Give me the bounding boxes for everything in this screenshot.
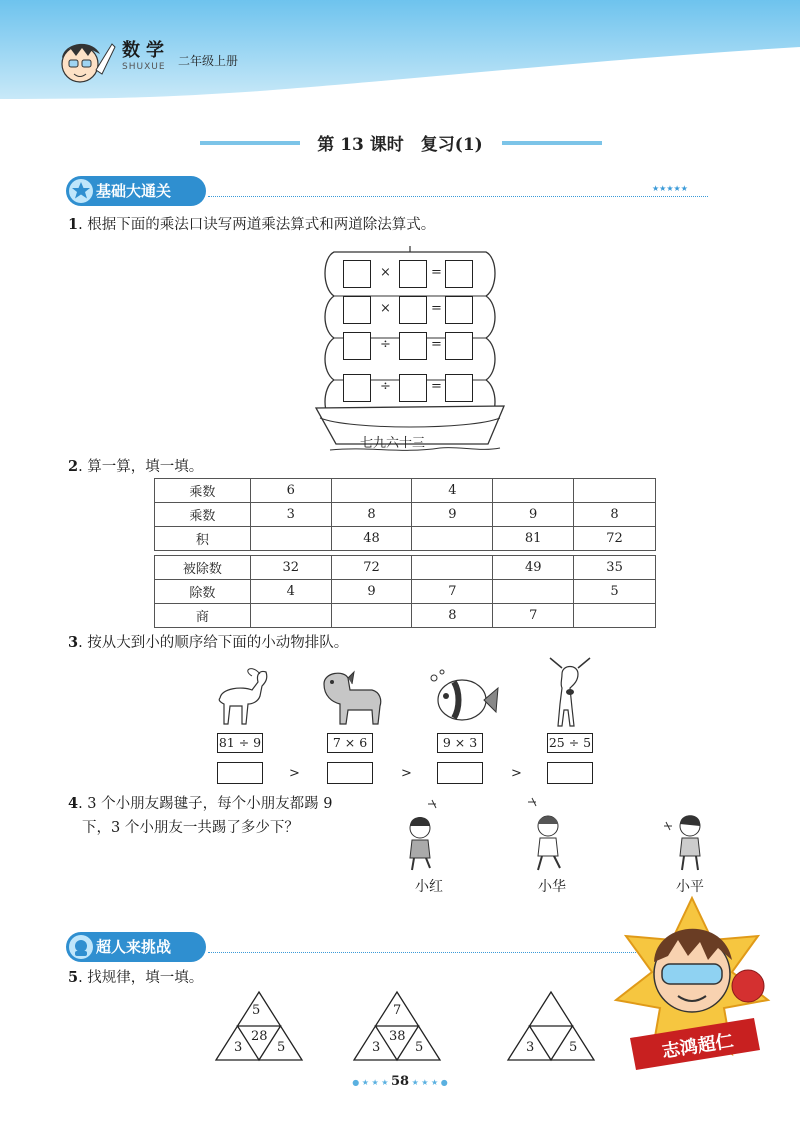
triangle-left: 3: [234, 1040, 243, 1055]
hero-icon: [68, 934, 94, 960]
fish-icon: [426, 664, 500, 730]
answer-box[interactable]: [445, 260, 473, 288]
section-basic: [66, 176, 716, 210]
table-cell[interactable]: [250, 604, 331, 628]
answer-box[interactable]: [399, 332, 427, 360]
table-cell[interactable]: 9: [412, 503, 493, 527]
table-cell[interactable]: 6: [250, 479, 331, 503]
table-row: [155, 556, 656, 580]
table-cell[interactable]: 9: [331, 580, 412, 604]
equals-sign: =: [431, 301, 442, 316]
table-cell[interactable]: [574, 479, 656, 503]
q1-equations: [343, 260, 473, 418]
equals-sign: =: [431, 337, 442, 352]
answer-box[interactable]: [399, 296, 427, 324]
triangle-right: 5: [277, 1040, 286, 1055]
table-cell[interactable]: 7: [412, 580, 493, 604]
q1-row: [343, 260, 473, 288]
q3-text: 3. 按从大到小的顺序给下面的小动物排队。: [68, 634, 349, 651]
table-cell[interactable]: [493, 580, 574, 604]
expr-box: 9 × 3: [437, 733, 483, 753]
pattern-triangle: [352, 990, 442, 1062]
table-cell[interactable]: 81: [493, 527, 574, 551]
triangle-center: 28: [251, 1029, 268, 1044]
operator: ÷: [380, 379, 391, 394]
q2-table-multiply: [154, 478, 656, 551]
subject-title: 数学: [122, 40, 170, 61]
table-cell[interactable]: 72: [574, 527, 656, 551]
pattern-triangle: [214, 990, 304, 1062]
row-header: 积: [155, 527, 251, 551]
triangle-center: 38: [389, 1029, 406, 1044]
q1-row: [343, 296, 473, 324]
table-cell[interactable]: 8: [574, 503, 656, 527]
answer-box[interactable]: [445, 296, 473, 324]
stars-decoration: ★★★★★: [652, 184, 688, 193]
answer-box[interactable]: [399, 374, 427, 402]
triangle-right: 5: [569, 1040, 578, 1055]
child-icon: [660, 800, 714, 872]
row-header: 被除数: [155, 556, 251, 580]
operator: ÷: [380, 337, 391, 352]
order-answer-box[interactable]: [547, 762, 593, 784]
table-cell[interactable]: 3: [250, 503, 331, 527]
section-challenge-label: 超人来挑战: [66, 932, 206, 962]
star-icon: [68, 178, 94, 204]
q1-text: 1. 根据下面的乘法口诀写两道乘法算式和两道除法算式。: [68, 216, 436, 233]
q1-row: [343, 332, 473, 360]
greater-than-sign: >: [511, 766, 522, 781]
triangle-right: 5: [415, 1040, 424, 1055]
horse-icon: [318, 664, 388, 730]
answer-box[interactable]: [445, 332, 473, 360]
table-cell[interactable]: 32: [250, 556, 331, 580]
table-cell[interactable]: [412, 556, 493, 580]
operator: ×: [380, 265, 391, 280]
triangle-left: 3: [526, 1040, 535, 1055]
grade-label: 二年级上册: [178, 54, 239, 68]
header-banner: [0, 0, 800, 130]
q2-text: 2. 算一算，填一填。: [68, 458, 204, 475]
dots-decoration: ● ★ ★ ★: [352, 1078, 391, 1087]
table-cell[interactable]: [331, 604, 412, 628]
table-cell[interactable]: [412, 527, 493, 551]
table-cell[interactable]: [250, 527, 331, 551]
table-row: [155, 604, 656, 628]
deer-icon: [540, 654, 600, 730]
greater-than-sign: >: [289, 766, 300, 781]
order-answer-box[interactable]: [437, 762, 483, 784]
table-row: [155, 479, 656, 503]
table-cell[interactable]: 7: [493, 604, 574, 628]
child-icon: [518, 794, 572, 872]
superhero-stamp-logo: [604, 890, 780, 1080]
q5-text: 5. 找规律，填一填。: [68, 969, 204, 986]
kid-name: 小红: [415, 879, 443, 895]
q1-row: [343, 374, 473, 402]
expr-box: 7 × 6: [327, 733, 373, 753]
row-header: 乘数: [155, 503, 251, 527]
answer-box[interactable]: [445, 374, 473, 402]
mascot-icon: [52, 34, 118, 94]
kid-name: 小平: [676, 879, 704, 895]
expr-box: 25 ÷ 5: [547, 733, 593, 753]
q4-line2: 下，3 个小朋友一共踢了多少下？: [82, 820, 299, 836]
dots-decoration: ★ ★ ★ ●: [409, 1078, 448, 1087]
order-answer-box[interactable]: [217, 762, 263, 784]
table-cell[interactable]: 8: [412, 604, 493, 628]
subject-pinyin: SHUXUE: [122, 62, 166, 72]
expr-box: 81 ÷ 9: [217, 733, 263, 753]
q1-rhyme: 七九六十三: [360, 436, 426, 451]
table-cell[interactable]: 72: [331, 556, 412, 580]
child-icon: [398, 796, 452, 872]
q2-table-divide: [154, 555, 656, 628]
table-cell[interactable]: [574, 604, 656, 628]
row-header: 商: [155, 604, 251, 628]
answer-box[interactable]: [343, 260, 371, 288]
equals-sign: =: [431, 379, 442, 394]
q4-line1: 4. 3 个小朋友踢毽子，每个小朋友都踢 9: [68, 795, 333, 812]
answer-box[interactable]: [343, 332, 371, 360]
order-answer-box[interactable]: [327, 762, 373, 784]
lesson-title: 第 13 课时 复习(1): [317, 135, 483, 155]
table-cell[interactable]: 8: [331, 503, 412, 527]
kid-name: 小华: [538, 879, 566, 895]
equals-sign: =: [431, 265, 442, 280]
stamp-text: 志鸿超仁: [660, 1030, 735, 1063]
answer-box[interactable]: [399, 260, 427, 288]
table-row: [155, 580, 656, 604]
table-row: [155, 503, 656, 527]
page-number: 58: [390, 1074, 410, 1089]
table-cell[interactable]: 35: [574, 556, 656, 580]
pattern-triangle: [506, 990, 596, 1062]
operator: ×: [380, 301, 391, 316]
table-cell[interactable]: 9: [493, 503, 574, 527]
table-cell[interactable]: 48: [331, 527, 412, 551]
answer-box[interactable]: [343, 374, 371, 402]
row-header: 除数: [155, 580, 251, 604]
table-cell[interactable]: 4: [412, 479, 493, 503]
table-cell[interactable]: [493, 479, 574, 503]
triangle-top: 7: [393, 1003, 402, 1018]
table-cell[interactable]: 49: [493, 556, 574, 580]
table-cell[interactable]: 5: [574, 580, 656, 604]
table-cell[interactable]: 4: [250, 580, 331, 604]
answer-box[interactable]: [343, 296, 371, 324]
triangle-left: 3: [372, 1040, 381, 1055]
page-footer: [330, 1070, 470, 1089]
row-header: 乘数: [155, 479, 251, 503]
table-cell[interactable]: [331, 479, 412, 503]
section-basic-label: 基础大通关: [66, 176, 206, 206]
greater-than-sign: >: [401, 766, 412, 781]
triangle-top: 5: [252, 1003, 261, 1018]
goat-icon: [212, 664, 272, 730]
section-basic-divider: [208, 196, 708, 197]
table-row: [155, 527, 656, 551]
